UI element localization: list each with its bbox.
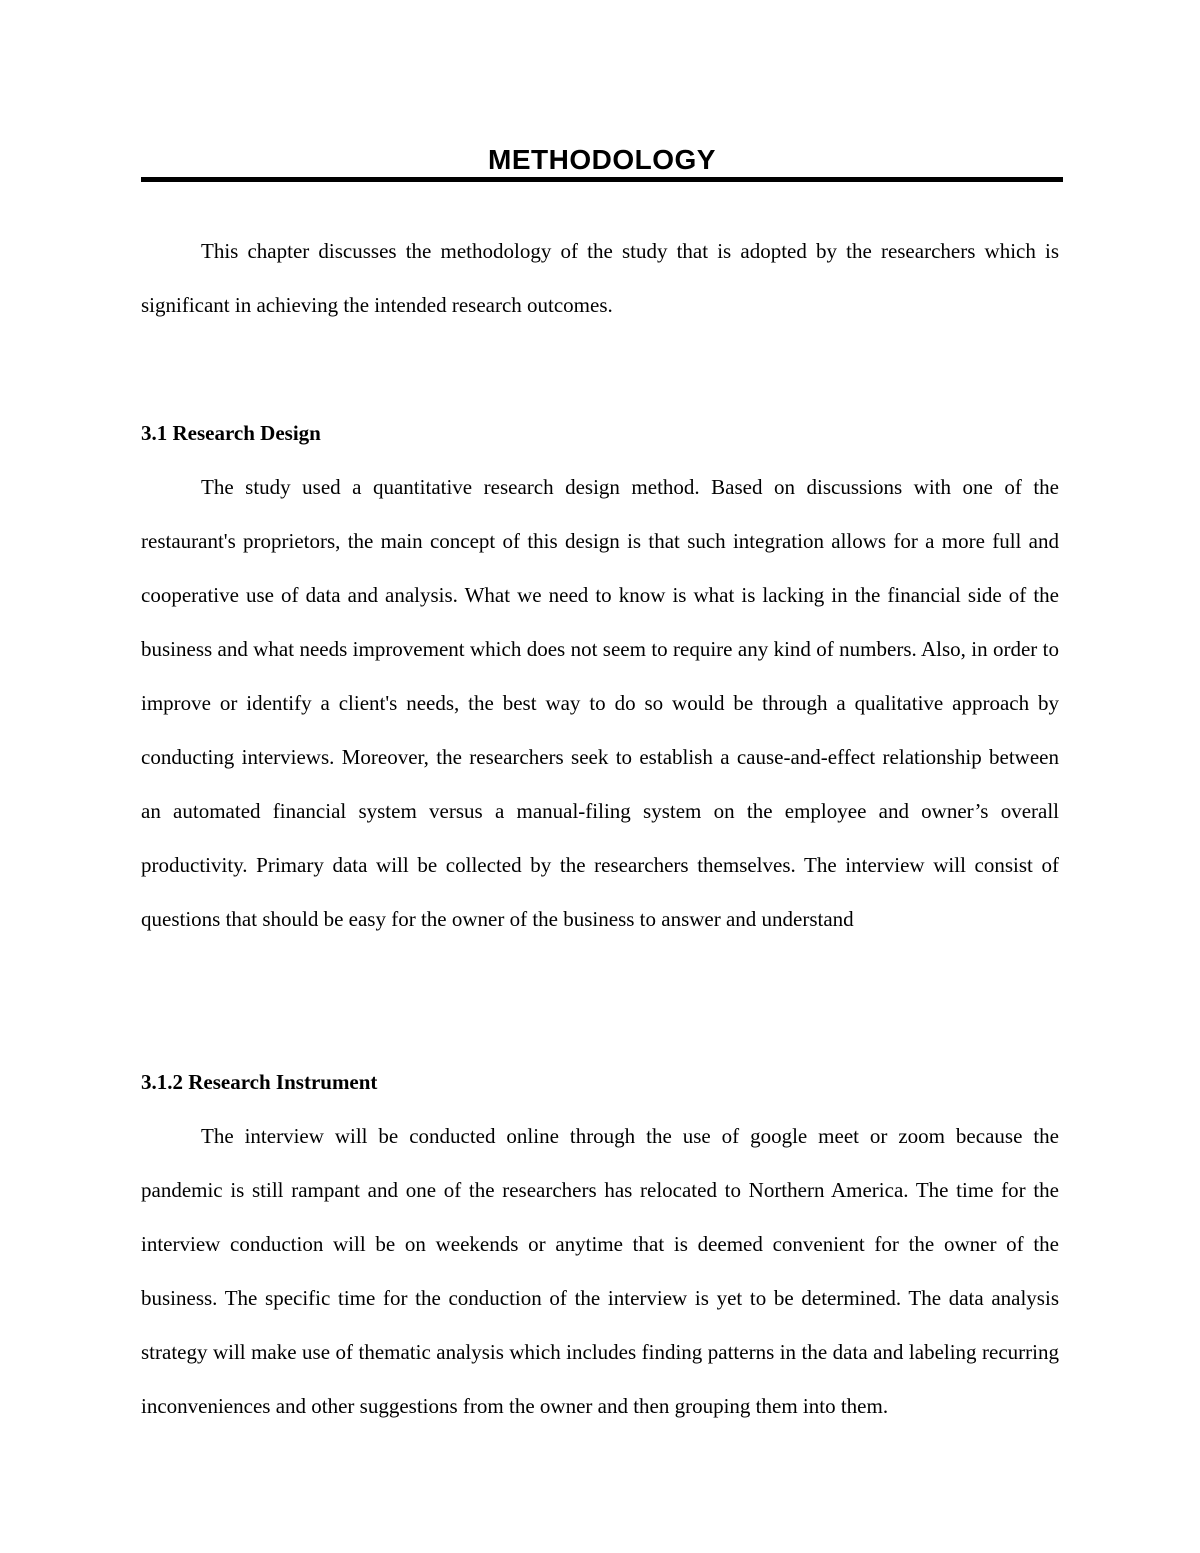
intro-paragraph: This chapter discusses the methodology of the study that is adopted by the researchers which is significant in achieving the intended research outcomes. [141,239,1059,317]
page-title: METHODOLOGY [488,144,716,175]
section-heading-research-design: 3.1 Research Design [141,421,321,445]
section-heading-research-instrument-block [141,1055,1059,1109]
research-design-paragraph: The study used a quantitative research design method. Based on discussions with one of the restaurant's proprietors, the main concept of this design is that such integration allows for a more full and cooperative use of data and analysis. What we need to know is what is lacking in the financial side of the business and what needs improvement which does not seem to require any kind of numbers. Also, in order to improve or identify a client's needs, the best way to do so would be through a qualitative approach by conducting interviews. Moreover, the researchers seek to establish a cause-and-effect relationship between an automated financial system versus a manual-filing system on the employee and owner’s overall productivity. Primary data will be collected by the researchers themselves. The interview will consist of questions that should be easy for the owner of the business to answer and understand [141,475,1059,931]
title-underline [141,177,1063,182]
section-heading-research-design-block [141,406,1059,460]
research-instrument-paragraph: The interview will be conducted online through the use of google meet or zoom because the pandemic is still rampant and one of the researchers has relocated to Northern America. The time for the interview conduction will be on weekends or anytime that is deemed convenient for the owner of the business. The specific time for the conduction of the interview is yet to be determined. The data analysis strategy will make use of thematic analysis which includes finding patterns in the data and labeling recurring inconveniences and other suggestions from the owner and then grouping them into them. [141,1124,1059,1418]
research-instrument-section [141,1109,1059,1433]
intro-section [141,224,1059,332]
section-heading-research-instrument: 3.1.2 Research Instrument [141,1070,378,1094]
research-design-section [141,460,1059,946]
